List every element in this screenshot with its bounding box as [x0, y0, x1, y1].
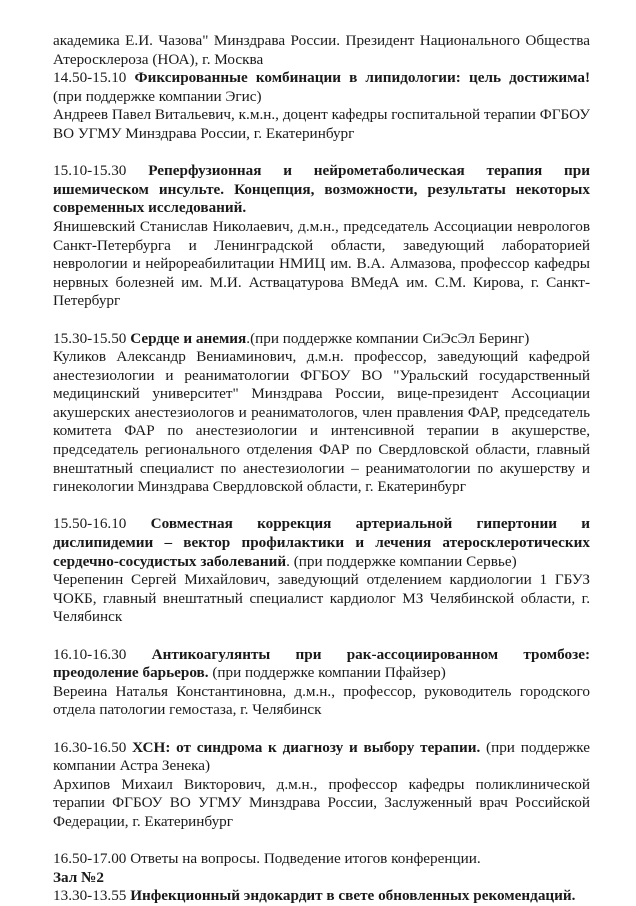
session-time: 13.30-13.55	[53, 887, 127, 905]
session-time: 15.10-15.30	[53, 162, 127, 180]
session-block	[53, 646, 590, 720]
session-block	[53, 162, 590, 311]
closing-paragraph: 16.50-17.00 Ответы на вопросы. Подведение итогов конференции.	[53, 850, 481, 868]
session-heading	[53, 646, 590, 683]
session-speaker: Янишевский Станислав Николаевич, д.м.н., председатель Ассоциации неврологов Санкт-Петербурга и Ленинградской области, заведующий лабораторией неврологии и нейрореабилитации НМИЦ им. В.А. Алмазова, профессор кафедры нервных болезней им. М.И. Аствацатурова ВМедА им. С.М. Кирова, г. Санкт-Петербург	[53, 217, 590, 310]
session-time: 16.30-16.50	[53, 738, 127, 756]
session-heading	[53, 739, 590, 776]
session-block	[53, 739, 590, 832]
session-time: 16.10-16.30	[53, 645, 127, 663]
session-heading	[53, 69, 590, 106]
session-sponsor: .(при поддержке компании СиЭсЭл Беринг)	[246, 329, 530, 347]
intro-paragraph: академика Е.И. Чазова" Минздрава России. Президент Национального Общества Атеросклероза (НОА), г. Москва	[53, 32, 590, 68]
session-sponsor: (при поддержке компании Пфайзер)	[212, 664, 446, 682]
session-title: Инфекционный эндокардит в свете обновленных рекомендаций.	[130, 887, 576, 905]
sessions-list	[53, 69, 590, 831]
session-heading	[53, 162, 590, 218]
session-title: Антикоагулянты при рак-ассоциированном тромбозе: преодоление барьеров.	[53, 645, 590, 682]
session-block	[53, 69, 590, 143]
session-title: Совместная коррекция артериальной гипертонии и дислипидемии – вектор профилактики и лечения атеросклеротических сердечно-сосудистых заболеваний	[53, 515, 590, 570]
session-time: 15.30-15.50	[53, 329, 127, 347]
session-time: 15.50-16.10	[53, 515, 127, 533]
session-title: Реперфузионная и нейрометаболическая терапия при ишемическом инсульте. Концепция, возможности, результаты некоторых современных исследований.	[53, 162, 591, 217]
session-speaker: Андреев Павел Витальевич, к.м.н., доцент кафедры госпитальной терапии ФГБОУ ВО УГМУ Минздрава России, г. Екатеринбург	[53, 106, 590, 142]
session-sponsor: (при поддержке компании Эгис)	[53, 87, 262, 105]
session-time: 14.50-15.10	[53, 69, 127, 87]
session-heading	[53, 330, 590, 349]
session-sponsor: . (при поддержке компании Сервье)	[286, 552, 517, 570]
session-speaker: Куликов Александр Вениаминович, д.м.н. профессор, заведующий кафедрой анестезиологии и реаниматологии ФГБОУ ВО "Уральский государственный медицинский университет" Минздрава России, вице-президент Ассоциации акушерских анестезиологов и реаниматологов, член правления ФАР, председатель комитета ФАР по анестезиологии и интенсивной терапии в акушерстве, председатель регионального отделения ФАР по Свердловской области, главный внештатный специалист по анестезиологии – реаниматологии по акушерству и гинекологии Минздрава Свердловской области, г. Екатеринбург	[53, 348, 590, 496]
session-title: ХСН: от синдрома к диагнозу и выбору терапии.	[132, 738, 481, 756]
session-speaker: Вереина Наталья Константиновна, д.м.н., профессор, руководитель городского отдела патологии гемостаза, г. Челябинск	[53, 682, 590, 719]
session-title: Фиксированные комбинации в липидологии: цель достижима!	[134, 69, 591, 87]
session-heading	[53, 515, 590, 571]
hall-heading: Зал №2	[53, 868, 104, 886]
session-speaker: Черепенин Сергей Михайлович, заведующий отделением кардиологии 1 ГБУЗ ЧОКБ, главный внештатный специалист кардиолог МЗ Челябинской области, г. Челябинск	[53, 571, 590, 626]
session-block	[53, 515, 590, 627]
session-speaker: Архипов Михаил Викторович, д.м.н., профессор кафедры поликлинической терапии ФГБОУ ВО УГМУ Минздрава России, Заслуженный врач Российской Федерации, г. Екатеринбург	[53, 775, 590, 830]
session-sponsor: (при поддержке компании Астра Зенека)	[53, 738, 590, 775]
session-title: Сердце и анемия	[130, 329, 247, 347]
document-page	[53, 32, 590, 906]
session-block	[53, 330, 590, 497]
hall-session	[53, 887, 590, 906]
